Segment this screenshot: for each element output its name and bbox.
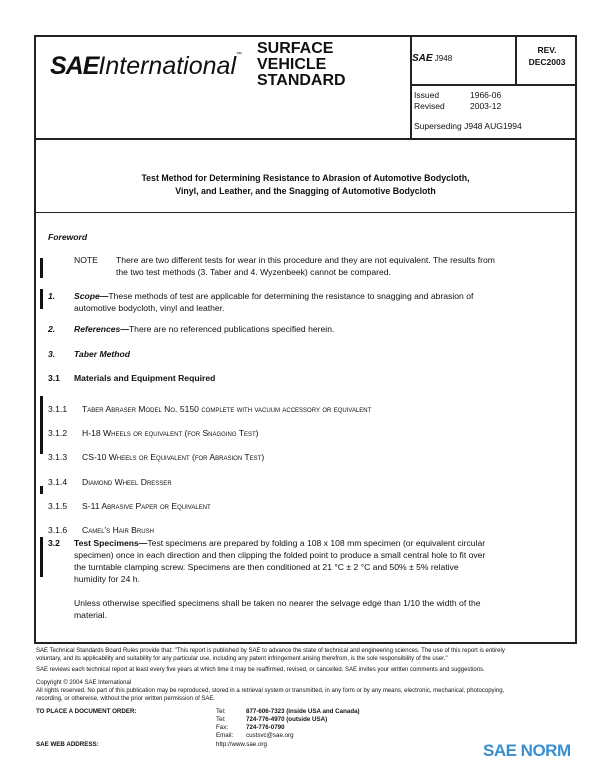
web-label: SAE WEB ADDRESS: [36,741,99,748]
footer-rules: SAE Technical Standards Board Rules provide that: "This report is published by SAE to advance the state of technical and engineering sciences. The use of this report is entirely voluntary, and its applicability and suitability for any particular use, including any patent infringement arising therefrom, is the sole responsibility of the user." [36,648,505,662]
doc-number: SAE J948 [412,53,453,64]
section-references: References—There are no referenced publications specified herein. [74,324,335,334]
order-label: TO PLACE A DOCUMENT ORDER: [36,708,137,715]
section-number: 1. [48,291,56,301]
list-item: 3.1.2 H-18 Wheels or equivalent (for Snagging Test) [48,428,259,439]
section-taber: Taber Method [74,349,131,359]
divider [410,35,412,139]
note-text: There are two different tests for wear in this procedure and they are not equivalent. The results from the two test methods (3. Taber and 4. Wyzenbeek) cannot be compared. [116,255,495,277]
email-link[interactable]: custsvc@sae.org [246,732,294,739]
divider [34,138,577,140]
order-contacts: Tel: 877-606-7323 (inside USA and Canada) Tel: 724-776-4970 (outside USA) Fax: 724-776-0790 Email: custsvc@sae.org [216,708,360,739]
divider [410,84,577,86]
section-number: 2. [48,324,56,334]
note-label: NOTE [74,255,98,265]
revision: REV. DEC2003 [528,45,566,67]
section-specimens: Test Specimens—Test specimens are prepared by folding a 108 x 108 mm specimen (or equivalent circular specimen) once in each direction and then clipping the folded point to produce a small central hole to fit over the turntable clamping screw. Specimens are then conditioned at 21 °C ± 2 °C and 50% ± 5% relative humidity for 24 h. Unless otherwise specified specimens shall be taken no nearer the selvage edge than 1/10 the width of the material. [74,538,486,620]
change-bar [40,258,43,278]
list-item: 3.1.1 Taber Abraser Model No. 5150 complete with vacuum accessory or equivalent [48,404,372,414]
change-bar [40,289,43,309]
list-item: 3.1.5 S-11 Abrasive Paper or Equivalent [48,500,211,511]
divider [34,212,577,213]
list-item: 3.1.6 Camel's Hair Brush [48,525,154,536]
section-number: 3. [48,349,56,359]
foreword-heading: Foreword [48,232,88,242]
change-bar [40,486,43,494]
list-item: 3.1.3 CS-10 Wheels or Equivalent (for Abrasion Test) [48,452,265,463]
footer-review: SAE reviews each technical report at least every five years at which time it may be reaffirmed, revised, or cancelled. SAE invites your written comments and suggestions. [36,667,485,673]
change-bar [40,537,43,577]
equipment-list [48,397,371,542]
section-materials: Materials and Equipment Required [74,373,216,383]
standard-type: SURFACE VEHICLE STANDARD [257,40,346,89]
list-item: 3.1.4 Diamond Wheel Dresser [48,476,172,487]
section-number: 3.1 [48,373,60,383]
footer-copyright: Copyright © 2004 SAE International All rights reserved. No part of this publication may be reproduced, stored in a retrieval system or transmitted, in any form or by any means, electronic, mechanical, photocopying, recording, or otherwise, without the prior written permission of SAE. [36,680,505,702]
issue-dates: Issued 1966-06 Revised 2003-12 Superseding J948 AUG1994 [414,90,522,131]
section-number: 3.2 [48,538,60,548]
sae-norm-watermark: SAE NORM [483,741,571,760]
document-title: Test Method for Determining Resistance to Abrasion of Automotive Bodycloth, Vinyl, and Leather, and the Snagging of Automotive Bodycloth [141,173,470,196]
web-link[interactable]: http://www.sae.org [216,741,267,748]
change-bar [40,396,43,454]
section-scope: Scope—These methods of test are applicable for determining the resistance to snagging and abrasion of automotive bodycloth, vinyl and leather. [74,291,474,313]
sae-logo: SAEInternational™ [50,52,243,80]
